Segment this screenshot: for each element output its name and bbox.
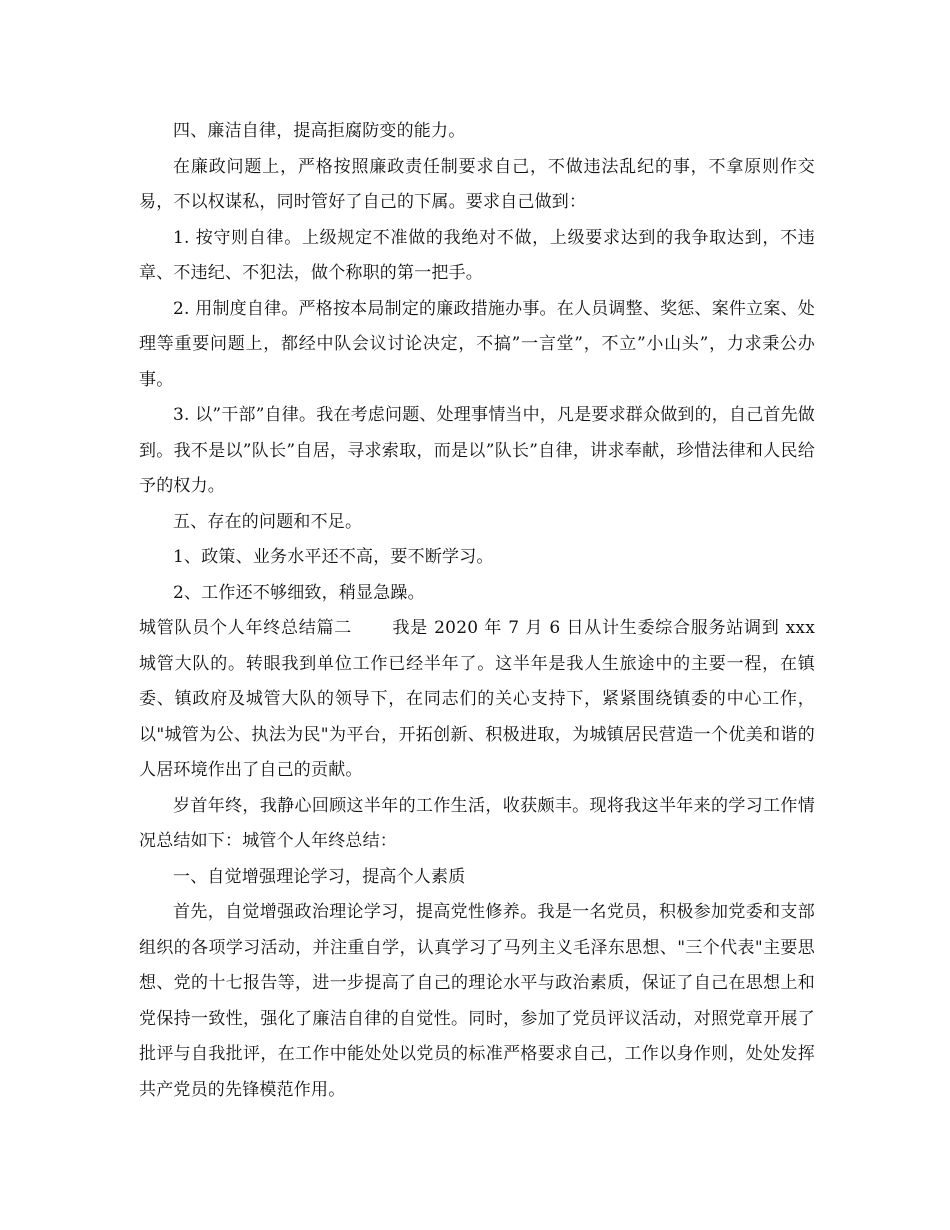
section-intro-paragraph — [139, 611, 815, 789]
list-item: 2、工作还不够细致，稍显急躁。 — [173, 582, 425, 603]
body-paragraph: 首先，自觉增强政治理论学习，提高党性修养。我是一名党员，积极参加党委和支部组织的各项学习活动，并注重自学，认真学习了马列主义毛泽东思想、"三个代表"主要思想、党的十七报告等，进一步提高了自己的理论水平与政治素质，保证了自己在思想上和党保持一致性，强化了廉洁自律的自觉性。同时，参加了党员评议活动，对照党章开展了批评与自我批评，在工作中能处处以党员的标准严格要求自己，工作以身作则，处处发挥共产党员的先锋模范作用。 — [139, 902, 815, 1100]
body-paragraph: 岁首年终，我静心回顾这半年的工作生活，收获颇丰。现将我这半年来的学习工作情况总结如下：城管个人年终总结： — [139, 795, 815, 851]
list-item: 1、政策、业务水平还不高，要不断学习。 — [173, 547, 494, 567]
list-item: 2. 用制度自律。严格按本局制定的廉政措施办事。在人员调整、奖惩、案件立案、处理等重要问题上，都经中队会议讨论决定，不搞”一言堂”，不立”小山头”，力求秉公办事。 — [139, 298, 815, 390]
section-title: 城管队员个人年终总结篇二 — [139, 618, 352, 638]
section-heading-five: 五、存在的问题和不足。 — [173, 511, 363, 532]
section-heading-one: 一、自觉增强理论学习，提高个人素质 — [173, 866, 466, 887]
list-item: 1. 按守则自律。上级规定不准做的我绝对不做，上级要求达到的我争取达到，不违章、不违纪、不犯法，做个称职的第一把手。 — [139, 227, 815, 283]
body-paragraph: 在廉政问题上，严格按照廉政责任制要求自己，不做违法乱纪的事，不拿原则作交易，不以权谋私，同时管好了自己的下属。要求自己做到： — [139, 156, 815, 212]
document-body — [139, 114, 815, 1108]
list-item: 3. 以”干部”自律。我在考虑问题、处理事情当中，凡是要求群众做到的，自己首先做到。我不是以”队长”自居，寻求索取，而是以”队长”自律，讲求奉献，珍惜法律和人民给予的权力。 — [139, 405, 816, 496]
section-heading-four: 四、廉洁自律，提高拒腐防变的能力。 — [173, 121, 466, 141]
section-first-text: 我是 2020 年 7 月 6 日从计生委综合服务站调到 xxx 城管大队的。转眼我到单位工作已经半年了。这半年是我人生旅途中的主要一程，在镇委、镇政府及城管大队的领导下，在同志们的关心支持下，紧紧围绕镇委的中心工作，以"城管为公、执法为民"为平台，开拓创新、积极进取，为城镇居民营造一个优美和谐的人居环境作出了自己的贡献。 — [139, 618, 815, 780]
